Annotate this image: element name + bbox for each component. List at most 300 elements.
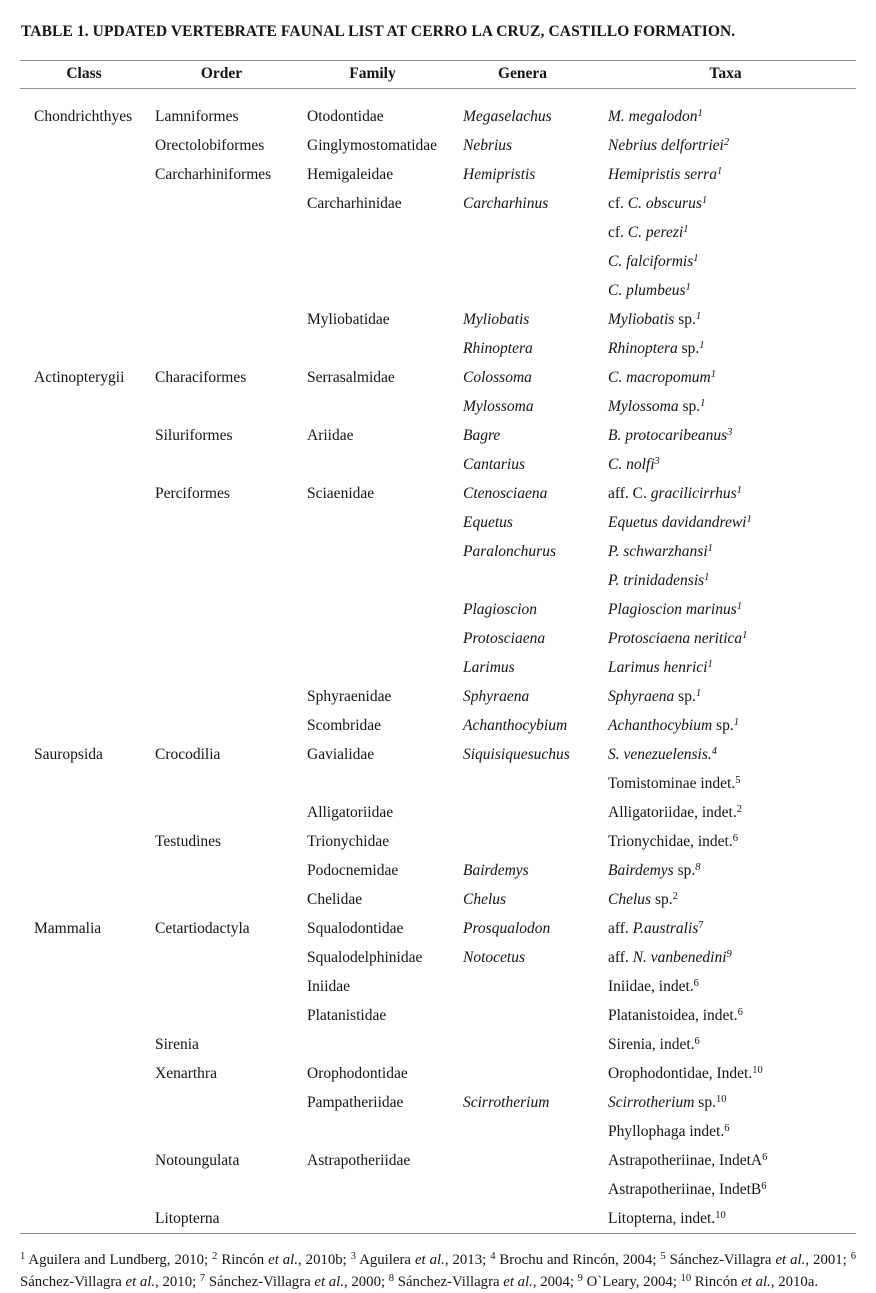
table-row [20,827,856,856]
cell-family: Trionychidae [307,832,390,850]
cell-order: Characiformes [155,368,247,386]
table-row [20,1175,856,1204]
cell-class [20,218,148,247]
table-row [20,334,856,363]
column-header-order: Order [148,61,295,89]
table-footnote [20,1250,856,1293]
text-segment: aff. [608,948,633,966]
paper-table-page [0,22,876,1290]
cell-class [20,1175,148,1204]
superscript-ref: 1 [710,368,717,380]
cell-taxa [595,1059,856,1088]
superscript-ref: 4 [711,745,717,757]
cell-taxa [595,450,856,479]
cell-taxa [595,827,856,856]
cell-family: Pampatheriidae [307,1093,404,1111]
cell-order [148,624,295,653]
cell-order [148,247,295,276]
cell-family: Myliobatidae [307,310,390,328]
cell-family [295,1175,450,1204]
cell-genera: Mylossoma [463,397,534,415]
cell-genera: Cantarius [463,455,526,473]
superscript-ref: 1 [707,658,713,670]
superscript-ref: 6 [761,1180,767,1192]
text-segment: Rincón [217,1252,269,1268]
cell-genera: Sphyraena [463,687,530,705]
superscript-ref: 1 [20,1251,26,1262]
text-segment: Achanthocybium [608,716,713,734]
cell-genera: Plagioscion [463,600,538,618]
cell-taxa [595,189,856,218]
table-row [20,566,856,595]
text-segment: Larimus henrici [608,658,708,676]
cell-class: Sauropsida [34,745,103,763]
cell-class [20,1059,148,1088]
cell-class: Mammalia [34,919,102,937]
cell-order [148,769,295,798]
superscript-ref: 1 [733,716,739,728]
cell-genera: Protosciaena [463,629,546,647]
cell-family: Ariidae [307,426,354,444]
text-segment: aff. C. [608,484,651,502]
cell-genera: Colossoma [463,368,532,386]
cell-order [148,682,295,711]
cell-family [295,1117,450,1146]
superscript-ref: 1 [699,339,705,351]
cell-genera [450,1001,595,1030]
superscript-ref: 6 [762,1151,768,1163]
cell-class [20,392,148,421]
text-segment: Rincón [691,1273,742,1290]
cell-genera [450,218,595,247]
cell-taxa [595,160,856,189]
cell-class [20,827,148,856]
cell-class [20,711,148,740]
superscript-ref: 9 [577,1272,583,1284]
cell-genera [450,798,595,827]
cell-class [20,856,148,885]
column-header-class: Class [20,61,148,89]
cell-order: Litopterna [148,1204,295,1234]
cell-class [20,1117,148,1146]
cell-genera: Myliobatis [463,310,530,328]
cell-family: Astrapotheriidae [307,1151,411,1169]
table-row [20,363,856,392]
table-row [20,421,856,450]
superscript-ref: 4 [490,1251,496,1262]
text-segment: Myliobatis [608,310,675,328]
cell-order [148,566,295,595]
cell-taxa [595,537,856,566]
table-header [20,61,856,89]
cell-family: Sciaenidae [307,484,375,502]
cell-family: Serrasalmidae [307,368,395,386]
cell-taxa [595,305,856,334]
text-segment: C. plumbeus [608,281,686,299]
cell-genera: Prosqualodon [463,919,551,937]
cell-class [20,769,148,798]
cell-class [20,943,148,972]
column-header-family: Family [295,61,450,89]
text-segment: O`Leary, 2004; [582,1273,681,1290]
table-row [20,740,856,769]
cell-family [295,334,450,363]
text-segment: Mylossoma [608,397,679,415]
superscript-ref: 1 [736,484,742,496]
cell-genera: Megaselachus [463,107,552,125]
cell-class [20,1001,148,1030]
text-segment: et al. [414,1252,445,1268]
text-segment: sp. [673,861,696,879]
cell-class [20,247,148,276]
text-segment: C. obscurus [627,194,702,212]
cell-order: Xenarthra [155,1064,217,1082]
text-segment: sp. [651,890,673,908]
cell-order [148,189,295,218]
cell-genera: Paralonchurus [463,542,556,560]
cell-taxa [595,479,856,508]
superscript-ref: 6 [724,1122,730,1134]
cell-taxa [595,972,856,1001]
table-title: TABLE 1. UPDATED VERTEBRATE FAUNAL LIST AT CERRO LA CRUZ, CASTILLO FORMATION. [21,23,736,40]
cell-order: Orectolobiformes [155,136,265,154]
text-segment: Astrapotheriinae, IndetA [608,1151,763,1169]
cell-order: Crocodilia [155,745,221,763]
cell-genera: Bagre [463,426,501,444]
column-header-genera: Genera [450,61,595,89]
superscript-ref: 1 [736,600,742,612]
table-row [20,1030,856,1059]
superscript-ref: 6 [694,1035,700,1047]
superscript-ref: 1 [701,194,708,206]
table-row [20,131,856,160]
table-row [20,276,856,305]
cell-taxa [595,1030,856,1059]
cell-taxa [595,798,856,827]
text-segment: Iniidae, indet. [608,977,694,995]
table-row [20,624,856,653]
table-row [20,89,856,132]
cell-family: Ginglymostomatidae [307,136,438,154]
table-row [20,653,856,682]
cell-class [20,566,148,595]
superscript-ref: 2 [672,890,678,902]
faunal-list-table [20,60,856,1234]
cell-taxa [595,421,856,450]
cell-order [148,334,295,363]
superscript-ref: 1 [700,397,706,409]
cell-order [148,1001,295,1030]
cell-family [295,537,450,566]
text-segment: C. falciformis [608,252,694,270]
superscript-ref: 10 [715,1093,727,1105]
table-row [20,856,856,885]
cell-taxa [595,392,856,421]
cell-genera [450,566,595,595]
table-body [20,89,856,1234]
cell-order [148,711,295,740]
cell-taxa [595,1117,856,1146]
text-segment: et al. [268,1252,298,1268]
text-segment: Sánchez-Villagra [20,1273,126,1290]
cell-order: Carcharhiniformes [155,165,272,183]
text-segment: C. nolfi [608,455,655,473]
text-segment: Alligatoriidae, indet. [608,803,737,821]
cell-order: Sirenia [155,1035,199,1053]
cell-family: Platanistidae [307,1006,387,1024]
superscript-ref: 10 [680,1272,692,1284]
cell-genera: Siquisiquesuchus [463,745,570,763]
cell-genera [450,1117,595,1146]
table-row [20,885,856,914]
cell-class [20,160,148,189]
table-row [20,943,856,972]
text-segment: Sirenia, indet. [608,1035,695,1053]
table-row [20,769,856,798]
superscript-ref: 1 [707,542,713,554]
cell-order: Siluriformes [155,426,233,444]
table-row [20,189,856,218]
text-segment: Astrapotheriinae, IndetB [608,1180,762,1198]
cell-class [20,1204,148,1234]
superscript-ref: 2 [723,136,730,148]
cell-class [20,305,148,334]
text-segment: sp. [674,687,696,705]
text-segment: Sphyraena [608,687,675,705]
superscript-ref: 6 [732,832,738,844]
text-segment: Sánchez-Villagra [394,1273,504,1290]
cell-taxa [595,508,856,537]
cell-family: Carcharhinidae [307,194,402,212]
cell-class [20,450,148,479]
cell-genera: Ctenosciaena [463,484,548,502]
cell-class [20,276,148,305]
text-segment: Plagioscion marinus [608,600,737,618]
text-segment: sp. [677,339,700,357]
text-segment: Sánchez-Villagra [205,1273,315,1290]
table-row [20,682,856,711]
superscript-ref: 2 [212,1251,218,1262]
cell-class [20,334,148,363]
text-segment: Protosciaena neritica [608,629,743,647]
superscript-ref: 1 [683,223,689,235]
cell-order [148,1088,295,1117]
text-segment: Scirrotherium [608,1093,695,1111]
table-row [20,1001,856,1030]
table-row [20,1059,856,1088]
table-row [20,247,856,276]
cell-order [148,508,295,537]
cell-genera [450,1146,595,1175]
cell-family [295,276,450,305]
text-segment: Aguilera [356,1252,415,1268]
cell-class [20,1030,148,1059]
text-segment: Phyllophaga indet. [608,1122,725,1140]
text-segment: M. megalodon [608,107,698,125]
cell-genera [450,972,595,1001]
superscript-ref: 1 [695,687,702,699]
text-segment: P. schwarzhansi [608,542,708,560]
table-row [20,798,856,827]
cell-genera [450,827,595,856]
superscript-ref: 8 [695,861,701,873]
cell-order: Cetartiodactyla [155,919,250,937]
superscript-ref: 1 [704,571,710,583]
cell-class [20,798,148,827]
cell-family [295,566,450,595]
text-segment: , 2010a. [770,1273,819,1290]
table-row [20,595,856,624]
cell-genera: Achanthocybium [463,716,568,734]
text-segment: cf. [608,194,628,212]
text-segment: Tomistominae indet. [608,774,736,792]
cell-taxa [595,914,856,943]
cell-taxa [595,1146,856,1175]
superscript-ref: 5 [660,1251,666,1262]
cell-taxa [595,943,856,972]
cell-taxa [595,363,856,392]
text-segment: sp. [678,397,701,415]
cell-class [20,131,148,160]
text-segment: , 2000; [343,1273,389,1290]
text-segment: sp. [712,716,734,734]
cell-genera: Carcharhinus [463,194,549,212]
superscript-ref: 9 [726,948,732,960]
cell-genera: Bairdemys [463,861,529,879]
text-segment: Nebrius delfortriei [608,136,724,154]
cell-family: Iniidae [307,977,351,995]
cell-class [20,624,148,653]
cell-genera: Nebrius [463,136,513,154]
cell-family [295,247,450,276]
superscript-ref: 1 [746,513,752,525]
cell-family [295,769,450,798]
text-segment: Rhinoptera [608,339,678,357]
cell-genera [450,1204,595,1234]
cell-class [20,1088,148,1117]
cell-taxa [595,89,856,132]
text-segment: Bairdemys [608,861,674,879]
text-segment: et al. [125,1273,156,1290]
table-row [20,508,856,537]
cell-order [148,885,295,914]
table-row [20,711,856,740]
cell-class [20,885,148,914]
superscript-ref: 6 [850,1251,856,1262]
cell-family [295,508,450,537]
cell-class [20,595,148,624]
cell-class [20,189,148,218]
table-row [20,392,856,421]
cell-order: Perciformes [155,484,230,502]
table-row [20,450,856,479]
table-row [20,305,856,334]
cell-taxa [595,885,856,914]
table-row [20,160,856,189]
text-segment: B. protocaribeanus [608,426,728,444]
cell-genera [450,276,595,305]
text-segment: , 2010b; [298,1252,351,1268]
cell-taxa [595,1175,856,1204]
cell-family [295,1204,450,1234]
cell-class [20,682,148,711]
text-segment: et al. [503,1273,533,1290]
text-segment: Equetus davidandrewi [608,513,747,531]
column-header-taxa: Taxa [595,61,856,89]
cell-class [20,653,148,682]
text-segment: Brochu and Rincón, 2004; [495,1252,661,1268]
cell-order [148,537,295,566]
cell-family: Chelidae [307,890,363,908]
cell-genera: Hemipristis [463,165,536,183]
cell-family [295,1030,450,1059]
cell-order [148,943,295,972]
cell-taxa [595,624,856,653]
cell-order [148,1117,295,1146]
cell-family: Gavialidae [307,745,375,763]
table-row [20,1088,856,1117]
cell-order [148,305,295,334]
cell-taxa [595,1088,856,1117]
cell-class: Chondrichthyes [34,107,133,125]
text-segment: , 2013; [444,1252,491,1268]
cell-family: Orophodontidae [307,1064,408,1082]
cell-taxa [595,682,856,711]
cell-genera: Equetus [463,513,513,531]
text-segment: Trionychidae, indet. [608,832,733,850]
cell-genera: Rhinoptera [463,339,533,357]
text-segment: C. macropomum [608,368,711,386]
text-segment: Sánchez-Villagra [665,1252,776,1268]
table-row [20,218,856,247]
superscript-ref: 10 [715,1209,726,1221]
cell-taxa [595,595,856,624]
cell-order [148,218,295,247]
cell-genera: Larimus [463,658,515,676]
table-row [20,479,856,508]
text-segment: Orophodontidae, Indet. [608,1064,753,1082]
cell-family: Alligatoriidae [307,803,394,821]
text-segment: sp. [694,1093,716,1111]
cell-family [295,624,450,653]
text-segment: C. perezi [627,223,684,241]
table-row [20,537,856,566]
text-segment: gracilicirrhus [650,484,737,502]
cell-order [148,856,295,885]
text-segment: Chelus [608,890,652,908]
cell-genera [450,1059,595,1088]
superscript-ref: 7 [199,1272,206,1284]
cell-class [20,537,148,566]
table-row [20,914,856,943]
text-segment: et al. [741,1273,771,1290]
cell-order [148,595,295,624]
cell-taxa [595,1204,856,1234]
cell-taxa [595,769,856,798]
cell-taxa [595,711,856,740]
cell-family: Podocnemidae [307,861,399,879]
cell-genera: Notocetus [463,948,525,966]
superscript-ref: 2 [736,803,742,815]
cell-order [148,276,295,305]
superscript-ref: 7 [698,919,704,931]
superscript-ref: 1 [695,310,702,322]
cell-order [148,972,295,1001]
superscript-ref: 10 [752,1064,763,1076]
superscript-ref: 1 [693,252,699,264]
superscript-ref: 3 [654,455,660,467]
cell-order [148,798,295,827]
